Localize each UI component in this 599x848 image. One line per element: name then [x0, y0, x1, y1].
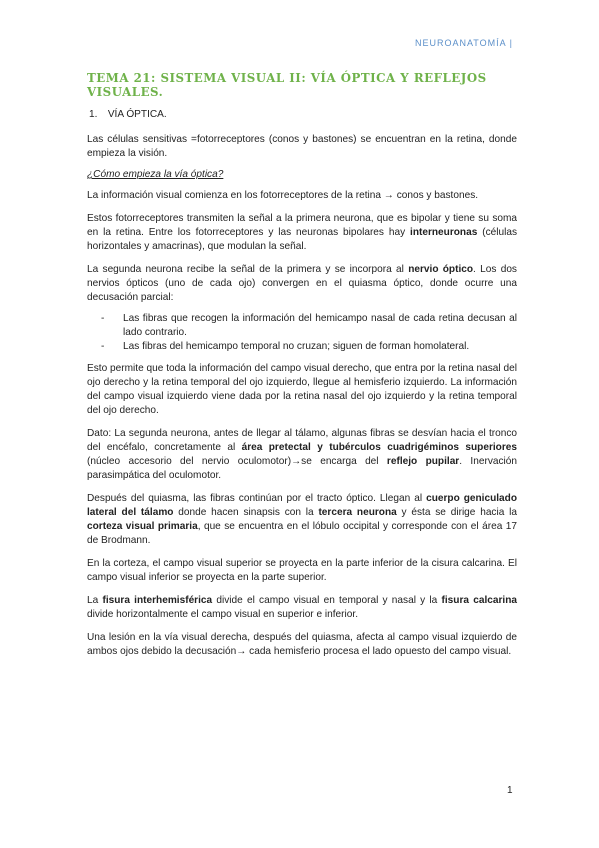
paragraph-3	[87, 212, 517, 254]
paragraph-10: Una lesión en la vía visual derecha, después del quiasma, afecta al campo visual izquierdo de ambos ojos debido la decusación→ cada hemisferio procesa el lado opuesto del campo visual.	[87, 632, 517, 657]
text-run: y ésta se dirige hacia la	[396, 507, 517, 518]
paragraph-7	[87, 492, 517, 548]
bold-term: fisura interhemisférica	[102, 595, 213, 606]
text-run: . Los dos nervios ópticos (uno de cada ojo) convergen en el quiasma óptico, donde ocurre una decusación parcial:	[87, 264, 517, 303]
text-run: La	[87, 595, 103, 606]
text-run: , que se encuentra en el lóbulo occipital y corresponde con el área 17 de Brodmann.	[87, 521, 517, 546]
paragraph-2: La información visual comienza en los fotorreceptores de la retina → conos y bastones.	[87, 190, 479, 201]
bold-term: corteza visual primaria	[87, 521, 198, 532]
section-heading	[89, 108, 517, 122]
text-run: La segunda neurona recibe la señal de la primera y se incorpora al	[87, 264, 409, 275]
text-run: Dato: La segunda neurona, antes de llegar al tálamo, algunas fibras se desvían hacia el tronco del encéfalo, concretamente al	[87, 428, 517, 453]
bold-term: área pretectal y tubérculos cuadrigéminos superiores	[241, 442, 518, 453]
text-run: (células horizontales y amacrinas), que modulan la señal.	[87, 227, 517, 252]
paragraph-1: Las células sensitivas =fotorreceptores (conos y bastones) se encuentran en la retina, donde empieza la visión.	[87, 134, 517, 159]
bold-term: cuerpo geniculado lateral del tálamo	[87, 493, 517, 518]
page-number: 1	[507, 785, 513, 796]
document-body	[87, 71, 517, 666]
list-item-text: Las fibras que recogen la información del hemicampo nasal de cada retina decusan al lado contrario.	[123, 313, 517, 338]
bullet-dash: -	[101, 341, 105, 352]
bold-term: reflejo pupilar	[386, 456, 460, 467]
text-run: Después del quiasma, las fibras continúan por el tracto óptico. Llegan al	[87, 493, 427, 504]
text-run: Estos fotorreceptores transmiten la señal a la primera neurona, que es bipolar y tiene su soma en la retina. Entre los fotorreceptores y las neuronas bipolares hay	[87, 213, 517, 238]
running-header: NEUROANATOMÍA |	[414, 38, 513, 48]
question-heading: ¿Cómo empieza la vía óptica?	[87, 169, 224, 180]
text-run: . Inervación parasimpática del oculomotor.	[87, 456, 518, 481]
text-run: divide horizontalmente el campo visual en superior e inferior.	[87, 609, 358, 620]
paragraph-4	[87, 263, 517, 305]
paragraph-9	[87, 594, 517, 622]
text-run: divide el campo visual en temporal y nasal y la	[212, 595, 442, 606]
section-number: 1.	[89, 109, 98, 120]
list-item	[101, 312, 517, 340]
paragraph-6	[87, 427, 517, 483]
text-run: donde hacen sinapsis con la	[173, 507, 319, 518]
text-run: (núcleo accesorio del nervio oculomotor)→se encarga del	[87, 456, 387, 467]
list-item	[101, 340, 517, 354]
section-title: VÍA ÓPTICA.	[107, 109, 167, 120]
chapter-title: TEMA 21: SISTEMA VISUAL II: VÍA ÓPTICA Y REFLEJOS VISUALES.	[87, 71, 487, 99]
paragraph-5: Esto permite que toda la información del campo visual derecho, que entra por la retina nasal del ojo derecho y la retina temporal del ojo izquierdo, llegue al hemisferio izquierdo. La información del campo visual izquierdo viene dada por la retina nasal del ojo izquierdo y la retina temporal del ojo derecho.	[87, 363, 517, 416]
bold-term: tercera neurona	[318, 507, 397, 518]
bold-term: fisura calcarina	[441, 595, 517, 606]
paragraph-8: En la corteza, el campo visual superior se proyecta en la parte inferior de la cisura calcarina. El campo visual inferior se proyecta en la parte superior.	[87, 558, 517, 583]
bullet-list	[101, 312, 517, 354]
bullet-dash: -	[101, 313, 105, 324]
bold-term: interneuronas	[410, 227, 478, 238]
list-item-text: Las fibras del hemicampo temporal no cruzan; siguen de forman homolateral.	[123, 341, 470, 352]
bold-term: nervio óptico	[408, 264, 474, 275]
